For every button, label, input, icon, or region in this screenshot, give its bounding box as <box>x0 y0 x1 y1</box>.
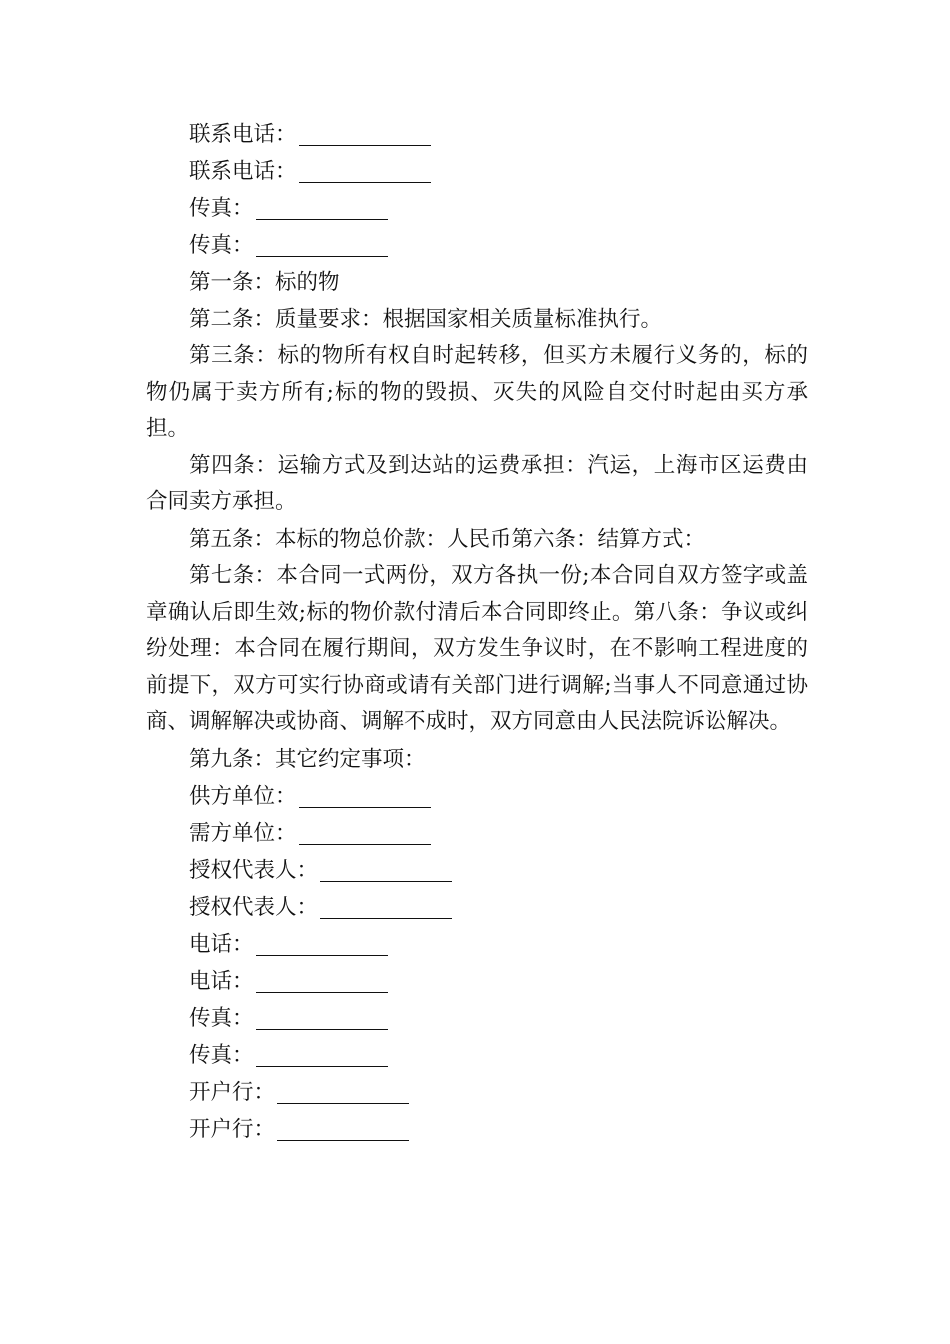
fill-blank <box>299 843 431 845</box>
field-label: 需方单位： <box>189 820 297 846</box>
phone-line <box>146 926 808 963</box>
field-label: 传真： <box>189 1042 254 1068</box>
fill-blank <box>256 954 388 956</box>
representative-line <box>146 852 808 889</box>
fill-blank <box>277 1102 409 1104</box>
article-7: 第七条：本合同一式两份，双方各执一份;本合同自双方签字或盖章确认后即生效;标的物价款付清后本合同即终止。第八条：争议或纠纷处理：本合同在履行期间，双方发生争议时，在不影响工程进度的前提下，双方可实行协商或请有关部门进行调解;当事人不同意通过协商、调解解决或协商、调解不成时，双方同意由人民法院诉讼解决。 <box>146 562 808 735</box>
fill-blank <box>256 255 388 257</box>
fill-blank <box>256 991 388 993</box>
bank-line <box>146 1111 808 1148</box>
field-label: 开户行： <box>189 1079 276 1105</box>
contact-phone-line <box>146 116 808 153</box>
fax-line <box>146 1037 808 1074</box>
fill-blank <box>320 917 452 919</box>
field-label: 开户行： <box>189 1116 276 1142</box>
fill-blank <box>256 1065 388 1067</box>
fill-blank <box>256 218 388 220</box>
buyer-line <box>146 815 808 852</box>
field-label: 传真： <box>189 233 254 258</box>
field-label: 电话： <box>189 968 254 994</box>
article-3: 第三条：标的物所有权自时起转移，但买方未履行义务的，标的物仍属于卖方所有;标的物的毁损、灭失的风险自交付时起由买方承担。 <box>146 343 808 442</box>
fill-blank <box>320 880 452 882</box>
contact-phone-line <box>146 153 808 190</box>
article-4: 第四条：运输方式及到达站的运费承担：汽运，上海市区运费由合同卖方承担。 <box>146 452 808 515</box>
article-1: 第一条：标的物 <box>189 270 340 295</box>
field-label: 传真： <box>189 196 254 221</box>
field-label: 传真： <box>189 1005 254 1031</box>
fill-blank <box>256 1028 388 1030</box>
fax-line <box>146 190 808 227</box>
field-label: 授权代表人： <box>189 894 319 920</box>
fax-line <box>146 1000 808 1037</box>
fill-blank <box>299 181 431 183</box>
fax-line <box>146 227 808 264</box>
fill-blank <box>277 1139 409 1141</box>
representative-line <box>146 889 808 926</box>
article-2: 第二条：质量要求：根据国家相关质量标准执行。 <box>189 307 663 332</box>
bank-line <box>146 1074 808 1111</box>
field-label: 供方单位： <box>189 783 297 809</box>
field-label: 授权代表人： <box>189 857 319 883</box>
article-5: 第五条：本标的物总价款：人民币第六条：结算方式： <box>189 526 706 552</box>
fill-blank <box>299 806 431 808</box>
fill-blank <box>299 144 431 146</box>
field-label: 电话： <box>189 931 254 957</box>
field-label: 联系电话： <box>189 122 297 147</box>
field-label: 联系电话： <box>189 159 297 184</box>
contract-page <box>146 116 808 1148</box>
article-9: 第九条：其它约定事项： <box>189 746 426 772</box>
phone-line <box>146 963 808 1000</box>
supplier-line <box>146 778 808 815</box>
